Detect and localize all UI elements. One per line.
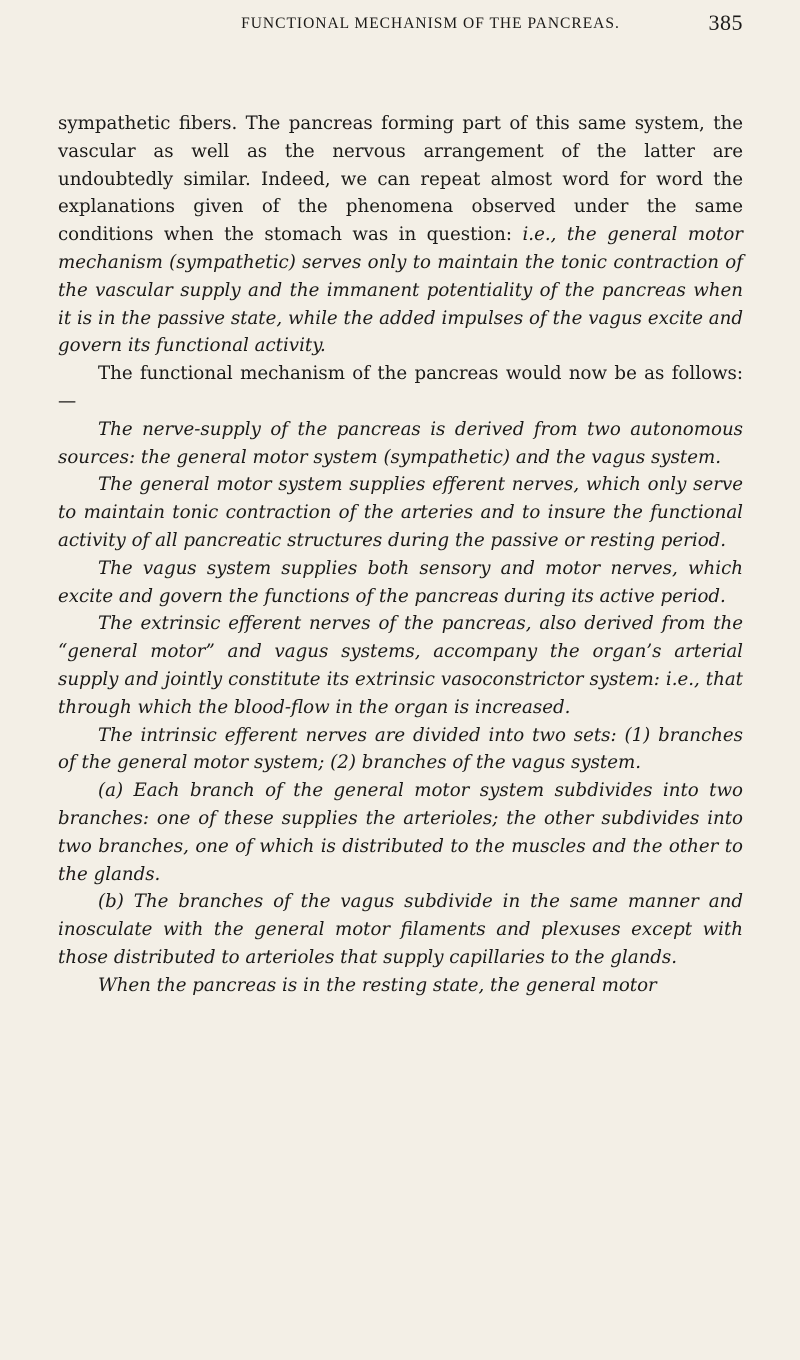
- paragraph-1-italic: i.e., the general motor mechanism (sympathetic) serves only to maintain the tonic contraction of the vascular supply and the immanent potentiality of the pancreas when it is in the passive state, while the added impulses of the vagus excite and govern its functional activity.: [58, 224, 743, 357]
- paragraph-4: [58, 471, 743, 554]
- paragraph-8: [58, 777, 743, 888]
- paragraph-5-italic: The vagus system supplies both sensory and motor nerves, which excite and govern the functions of the pancreas during its active period.: [58, 557, 743, 607]
- paragraph-3: [58, 416, 743, 472]
- page-number: 385: [708, 10, 743, 35]
- paragraph-9-italic: (b) The branches of the vagus subdivide in the same manner and inosculate with the general motor filaments and plexuses except with those distributed to arterioles that supply capillaries to the glands.: [58, 891, 743, 968]
- paragraph-6-italic: The extrinsic efferent nerves of the pancreas, also derived from the “general motor” and vagus systems, accompany the organ’s arterial supply and jointly constitute its extrinsic vasoconstrictor system: i.e., that through which the blood-flow in the organ is increased.: [58, 613, 743, 718]
- paragraph-10: [58, 972, 743, 1000]
- running-title: FUNCTIONAL MECHANISM OF THE PANCREAS.: [241, 15, 620, 32]
- page: [58, 10, 743, 1000]
- paragraph-10-italic: When the pancreas is in the resting state, the general motor: [98, 974, 657, 996]
- paragraph-5: [58, 555, 743, 611]
- paragraph-7: [58, 722, 743, 778]
- paragraph-1-roman: sympathetic fibers. The pancreas forming part of this same system, the vascular as well as the nervous arrangement of the latter are undoubtedly similar. Indeed, we can repeat almost word for word the explanations given of the phenomena observed under the same conditions when the stomach was in question:: [58, 113, 743, 246]
- paragraph-1: [58, 110, 743, 360]
- paragraph-8-italic: (a) Each branch of the general motor system subdivides into two branches: one of these supplies the arterioles; the other subdivides into two branches, one of which is distributed to the muscles and the other to the glands.: [58, 780, 743, 885]
- paragraph-6: [58, 610, 743, 721]
- paragraph-4-italic: The general motor system supplies efferent nerves, which only serve to maintain tonic contraction of the arteries and to insure the functional activity of all pancreatic structures during the passive or resting period.: [58, 474, 743, 551]
- paragraph-7-italic: The intrinsic efferent nerves are divided into two sets: (1) branches of the general motor system; (2) branches of the vagus system.: [58, 724, 743, 774]
- paragraph-2: The functional mechanism of the pancreas would now be as follows:—: [58, 363, 743, 412]
- paragraph-3-italic: The nerve-supply of the pancreas is derived from two autonomous sources: the general motor system (sympathetic) and the vagus system.: [58, 418, 743, 468]
- paragraph-9: [58, 888, 743, 971]
- running-head: [58, 7, 743, 41]
